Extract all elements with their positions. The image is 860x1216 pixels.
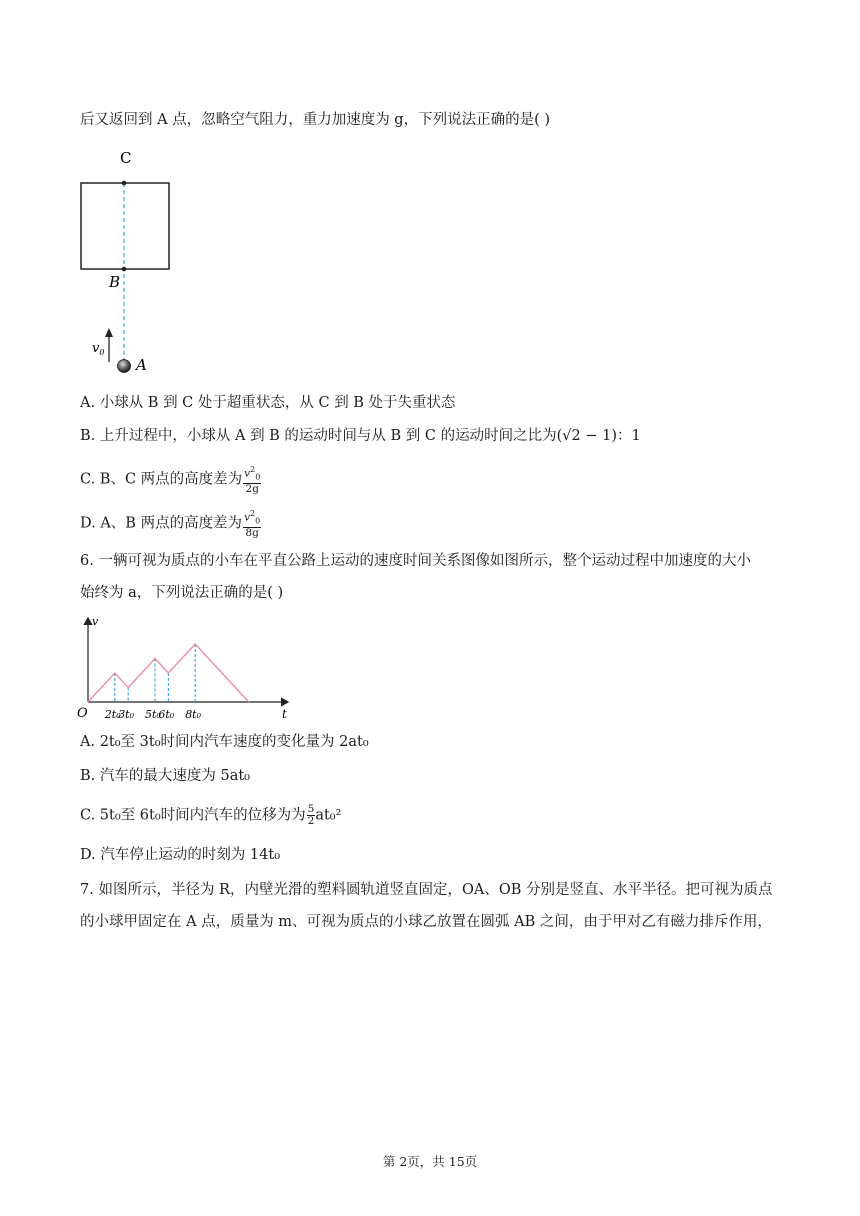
q6-option-c-fraction: $\frac{5}{2}$	[307, 803, 315, 827]
axis-label-t: t	[282, 707, 287, 721]
ball-a	[118, 360, 131, 373]
q6-stem-line1: 6. 一辆可视为质点的小车在平直公路上运动的速度时间关系图像如图所示，整个运动过程中加速度的大小	[80, 553, 751, 569]
point-b	[122, 267, 127, 272]
q5-option-b: B. 上升过程中，小球从 A 到 B 的运动时间与从 B 到 C 的运动时间之比为(√2 − 1)：1	[80, 428, 641, 444]
vt-chart	[74, 612, 298, 724]
q5-figure	[72, 144, 192, 380]
tick-label-3: 3t₀	[118, 708, 135, 721]
tick-label-5: 5t₀	[145, 708, 161, 721]
q6-option-b: B. 汽车的最大速度为 5at₀	[80, 768, 250, 784]
q5-intro-line: 后又返回到 A 点，忽略空气阻力，重力加速度为 g，下列说法正确的是( )	[80, 112, 551, 128]
q7-line2: 的小球甲固定在 A 点，质量为 m、可视为质点的小球乙放置在圆弧 AB 之间，由于甲对乙有磁力排斥作用，	[80, 914, 772, 930]
tick-label-2: 2t₀	[104, 708, 121, 721]
q7-line1: 7. 如图所示，半径为 R，内壁光滑的塑料圆轨道竖直固定，OA、OB 分别是竖直、水平半径。把可视为质点	[80, 882, 773, 898]
q6-option-a: A. 2t₀至 3t₀时间内汽车速度的变化量为 2at₀	[80, 734, 369, 750]
point-c	[122, 181, 127, 186]
label-v0: $v_0$	[92, 341, 105, 357]
q5-option-d-fraction: $\frac{v^2_0}{8g}$	[244, 509, 261, 539]
label-a: A	[136, 356, 147, 374]
label-b: B	[109, 273, 121, 291]
q6-option-d: D. 汽车停止运动的时刻为 14t₀	[80, 847, 281, 863]
q5-option-c-fraction: $\frac{v^2_0}{2g}$	[244, 465, 261, 495]
tick-label-6: 6t₀	[158, 708, 175, 721]
axis-label-v: v	[92, 615, 99, 628]
q5-option-a: A. 小球从 B 到 C 处于超重状态，从 C 到 B 处于失重状态	[80, 395, 456, 411]
tick-label-8: 8t₀	[185, 708, 202, 721]
label-c: C	[120, 149, 132, 167]
q5-option-c	[80, 464, 261, 495]
q6-option-c-text: C. 5t₀至 6t₀时间内汽车的位移为为	[80, 807, 306, 824]
arrow-head-icon	[105, 328, 113, 337]
square-box	[81, 183, 169, 269]
page-footer: 第 2页，共 15页	[382, 1154, 478, 1169]
q6-stem-line2: 始终为 a，下列说法正确的是( )	[80, 585, 284, 601]
q6-option-c	[80, 804, 341, 827]
q5-option-d	[80, 508, 261, 539]
q6-option-c-suffix: at₀²	[315, 807, 342, 824]
origin-label: O	[77, 706, 88, 721]
q5-option-c-text: C. B、C 两点的高度差为	[80, 471, 243, 488]
q5-option-d-text: D. A、B 两点的高度差为	[80, 515, 243, 532]
